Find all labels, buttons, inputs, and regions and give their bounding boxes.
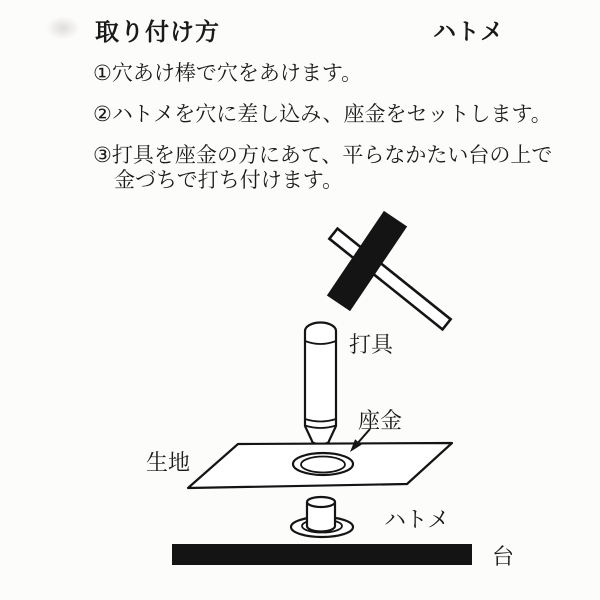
product-name: ハトメ <box>433 19 505 45</box>
step-2-text: ②ハトメを穴に差し込み、座金をセットします。 <box>93 102 552 126</box>
page-title: 取り付け方 <box>95 18 220 46</box>
step-3-text-line-1: ③打具を座金の方にあて、平らなかたい台の上で <box>93 143 553 167</box>
washer <box>293 453 353 475</box>
washer-label: 座金 <box>358 409 403 434</box>
hammer-head-icon <box>327 211 407 311</box>
punch-tool <box>305 323 336 445</box>
step-3-text-line-2: 金づちで打ち付けます。 <box>114 168 344 192</box>
base-label: 台 <box>492 545 515 570</box>
eyelet-label: ハトメ <box>384 508 450 533</box>
base-board <box>172 544 472 565</box>
punch-label: 打具 <box>349 333 394 358</box>
eyelet <box>291 497 353 537</box>
step-1-text: ①穴あけ棒で穴をあけます。 <box>93 61 363 85</box>
fabric-label: 生地 <box>146 451 191 476</box>
